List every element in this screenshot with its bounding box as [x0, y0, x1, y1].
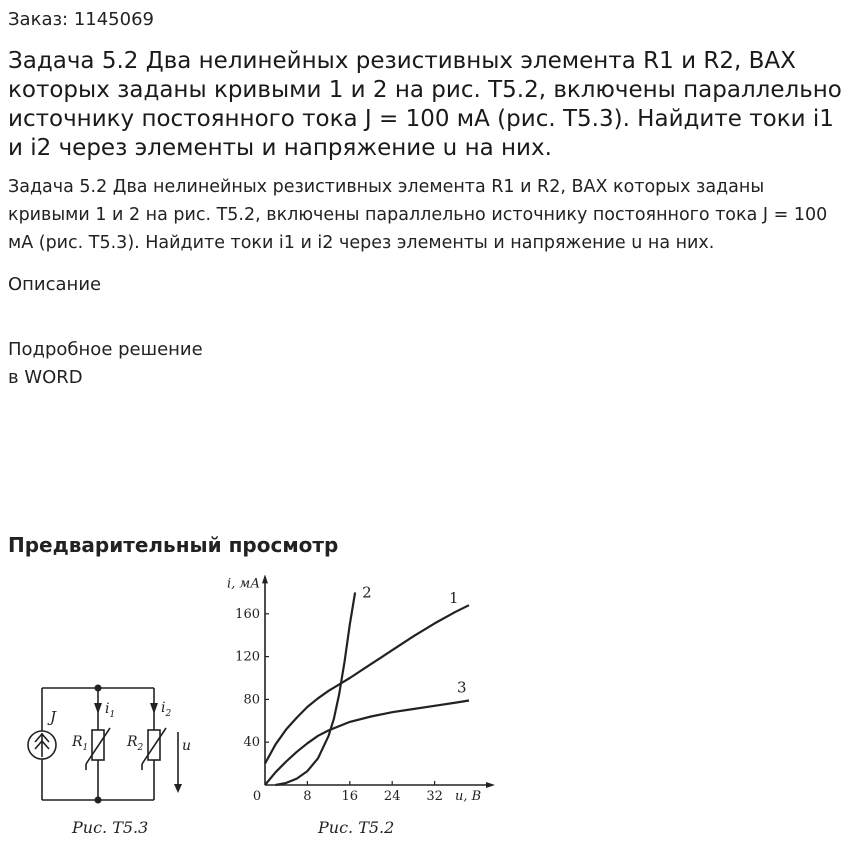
- description-heading: Описание: [8, 274, 102, 295]
- i2-label: $i_2$: [161, 700, 172, 719]
- x-tick-label: 32: [426, 789, 443, 804]
- iv-chart: [227, 575, 495, 837]
- y-tick-label: 80: [243, 692, 260, 708]
- x-tick-label: 24: [383, 789, 401, 804]
- series-label-3: 3: [457, 678, 467, 697]
- order-number: Заказ: 1145069: [8, 9, 154, 30]
- y-tick-label: 120: [235, 649, 260, 665]
- u-arrowhead-icon: [174, 784, 182, 793]
- y-tick-label: 40: [243, 735, 260, 751]
- task-title: Задача 5.2 Два нелинейных резистивных элемента R1 и R2, ВАХ которых заданы кривыми 1 и 2 на рис. Т5.2, включены параллельно источнику постоянного тока J = 100 мА (рис. Т5.3). Найдите токи i1 и i2 через элементы и напряжение u на них.: [8, 48, 842, 161]
- task-description: Задача 5.2 Два нелинейных резистивных элемента R1 и R2, ВАХ которых заданы кривыми 1 и 2 на рис. Т5.2, включены параллельно источнику постоянного тока J = 100 мА (рис. Т5.3). Найдите токи i1 и i2 через элементы и напряжение u на них.: [8, 177, 828, 253]
- i2-arrow-icon: [150, 703, 158, 714]
- solution-line-1: Подробное решение: [8, 339, 203, 360]
- r2-label: $R_2$: [127, 734, 144, 753]
- series-curve-1: [265, 605, 469, 763]
- x-axis-arrow: [486, 782, 495, 788]
- solution-line-2: в WORD: [8, 367, 83, 388]
- x-tick-label: 8: [303, 789, 312, 804]
- series-curve-2: [276, 592, 356, 785]
- y-tick-label: 160: [235, 606, 260, 622]
- i1-label: $i_1$: [105, 701, 116, 720]
- circuit-node-bottom: [95, 797, 102, 804]
- circuit-node-top: [95, 685, 102, 692]
- solution-info: [8, 336, 203, 392]
- source-label: J: [50, 708, 57, 726]
- y-axis-label: i, мА: [227, 576, 261, 592]
- series-curve-3: [265, 701, 469, 786]
- chart-caption: Рис. Т5.2: [318, 818, 395, 837]
- series-label-2: 2: [362, 583, 372, 602]
- i1-arrow-icon: [94, 703, 102, 714]
- u-label: u: [182, 738, 192, 754]
- series-label-1: 1: [449, 589, 459, 608]
- x-tick-label: 16: [341, 789, 359, 804]
- preview-heading: Предварительный просмотр: [8, 533, 339, 557]
- x-tick-label: 0: [252, 789, 262, 804]
- x-axis-label: u, В: [455, 789, 482, 804]
- preview-figure: [0, 575, 500, 845]
- y-axis-arrow: [262, 575, 268, 583]
- r1-label: $R_1$: [72, 734, 89, 753]
- circuit-caption: Рис. Т5.3: [72, 818, 149, 837]
